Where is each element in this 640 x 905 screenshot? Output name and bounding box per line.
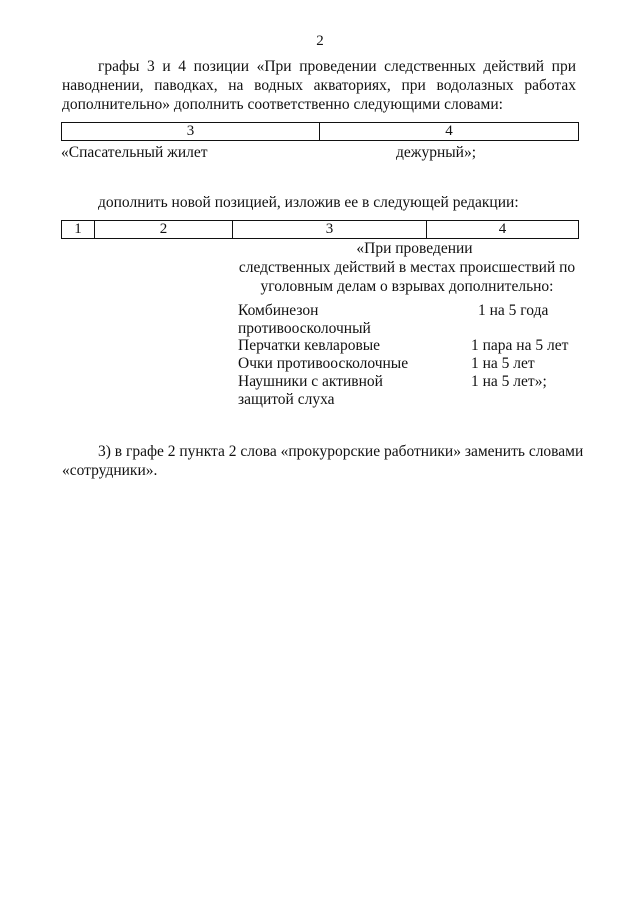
intro-paragraph [62, 57, 576, 114]
columns-table-b [61, 220, 579, 239]
table-a-column-3: 3 [62, 123, 320, 141]
intro-line-3: дополнительно» дополнить соответственно следующими словами: [62, 96, 503, 113]
columns-table-a [61, 122, 579, 141]
table-a-item-name: «Спасательный жилет [61, 144, 208, 161]
item-name-line: Перчатки кевларовые [238, 337, 381, 354]
table-a-item-norm: дежурный»; [396, 144, 477, 161]
item-name-line: Очки противоосколочные [238, 355, 409, 372]
new-position-paragraph: дополнить новой позицией, изложив ее в следующей редакции: [98, 194, 519, 211]
intro-line-2: наводнении, паводках, на водных акваториях, при водолазных работах [62, 77, 576, 94]
item-norm: 1 на 5 лет»; [471, 373, 547, 390]
table-a-column-4: 4 [320, 123, 579, 141]
item-name-line: Комбинезон [238, 302, 319, 319]
position-heading-line-3: уголовным делам о взрывах дополнительно: [260, 278, 554, 295]
page-number: 2 [316, 33, 324, 49]
position-heading-line-1: «При проведении [356, 240, 473, 257]
item-name-line: противоосколочный [238, 320, 371, 337]
item-name-line: защитой слуха [238, 391, 335, 408]
final-line-1: 3) в графе 2 пункта 2 слова «прокурорские работники» заменить словами [98, 443, 584, 460]
position-heading-line-2: следственных действий в местах происшествий по [238, 259, 576, 276]
item-name-line: Наушники с активной [238, 373, 383, 390]
table-b-column-3: 3 [233, 221, 427, 239]
final-line-2: «сотрудники». [62, 462, 158, 479]
position-heading [232, 239, 582, 296]
final-paragraph [62, 442, 584, 480]
table-b-column-4: 4 [427, 221, 579, 239]
item-norm: 1 на 5 лет [471, 355, 535, 372]
item-norm: 1 на 5 года [478, 302, 549, 319]
table-b-column-2: 2 [95, 221, 233, 239]
table-b-column-1: 1 [62, 221, 95, 239]
intro-line-1: графы 3 и 4 позиции «При проведении следственных действий при [98, 58, 576, 75]
item-norm: 1 пара на 5 лет [471, 337, 569, 354]
